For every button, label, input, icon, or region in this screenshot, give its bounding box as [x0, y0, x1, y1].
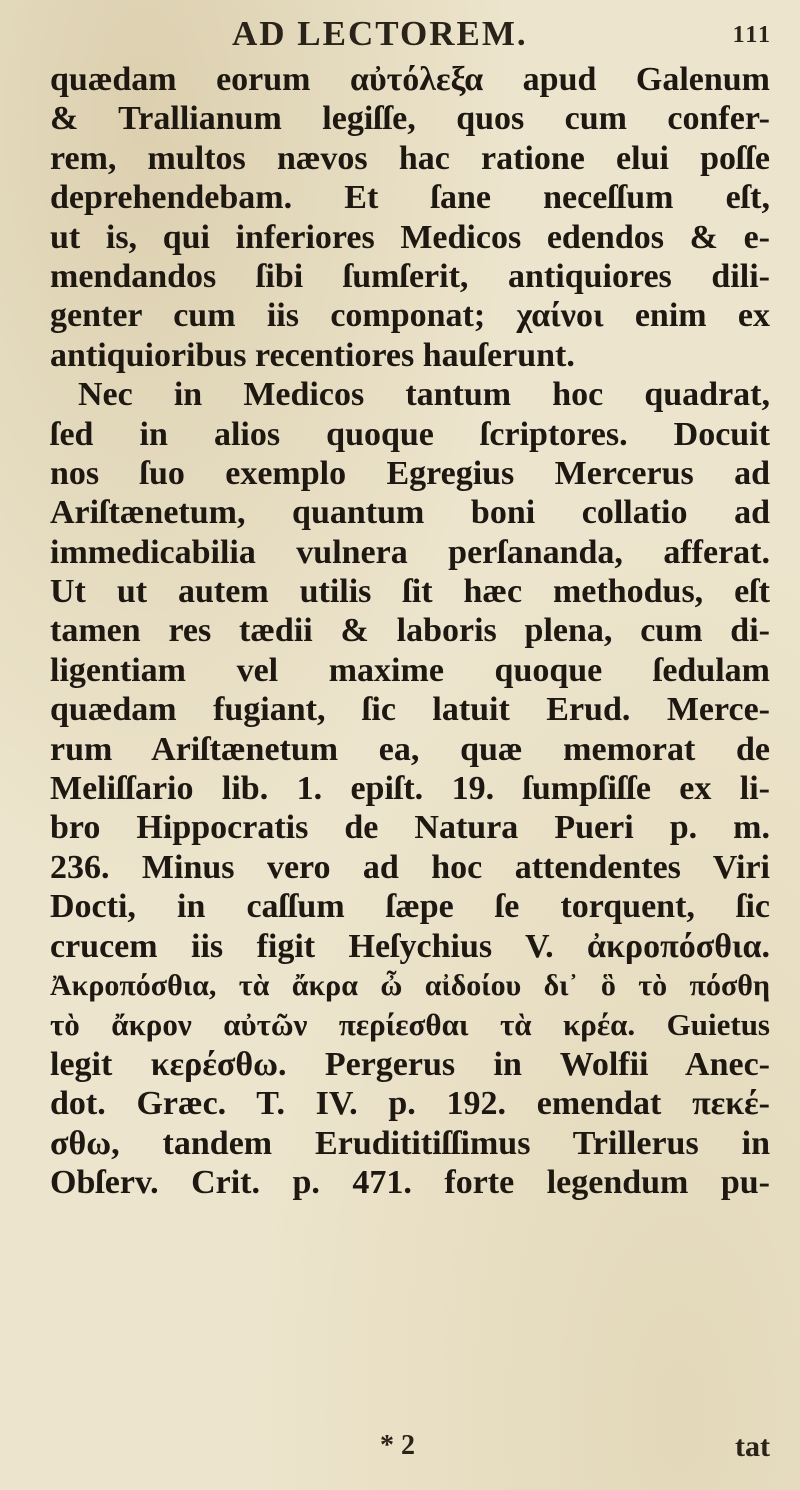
page-footer — [50, 1430, 770, 1484]
page-header — [232, 14, 772, 54]
text-line: mendandos ſibi ſumſerit, antiquiores dili- — [50, 257, 770, 295]
text-line: genter cum iis componat; χαίνοι enim ex — [50, 297, 770, 335]
text-line: quædam eorum αὐτόλεξα apud Galenum — [50, 61, 770, 98]
text-line: nos ſuo exemplo Egregius Mercerus ad — [50, 454, 770, 492]
text-line: & Trallianum legiſſe, quos cum confer- — [50, 100, 770, 138]
text-line: Ariſtænetum, quantum boni collatio ad — [50, 494, 770, 532]
text-line: Ἀκροπόσθια, τὰ ἄκρα ὦ αἰδοίου δι᾽ ὃ τὸ πόσθη — [50, 968, 770, 1002]
text-line: tamen res tædii & laboris plena, cum di- — [50, 612, 770, 650]
text-line: Obſerv. Crit. p. 471. forte legendum pu- — [50, 1163, 770, 1201]
text-line: ligentiam vel maxime quoque ſedulam — [50, 651, 770, 689]
catchword: tat — [735, 1430, 770, 1463]
text-line: Docti, in caſſum ſæpe ſe torquent, ſic — [50, 888, 770, 926]
text-line: σθω, tandem Erudititiſſimus Trillerus in — [50, 1124, 770, 1162]
text-line: rem, multos nævos hac ratione elui poſſe — [50, 139, 770, 177]
text-line: immedicabilia vulnera perſananda, afferat. — [50, 533, 770, 571]
text-line: bro Hippocratis de Natura Pueri p. m. — [50, 809, 770, 847]
text-line: crucem iis figit Heſychius V. ἀκροπόσθια. — [50, 927, 770, 965]
text-line: 236. Minus vero ad hoc attendentes Viri — [50, 848, 770, 886]
text-line: rum Ariſtænetum ea, quæ memorat de — [50, 730, 770, 768]
body-text — [50, 60, 770, 1202]
text-line: legit κερέσθω. Pergerus in Wolfii Anec- — [50, 1045, 770, 1083]
text-line: ſed in alios quoque ſcriptores. Docuit — [50, 415, 770, 453]
text-line: ut is, qui inferiores Medicos edendos & e- — [50, 218, 770, 256]
text-line: antiquioribus recentiores hauſerunt. — [50, 336, 575, 374]
text-line: Ut ut autem utilis ſit hæc methodus, eſt — [50, 573, 770, 611]
signature-mark: * 2 — [380, 1430, 415, 1461]
text-line: Meliſſario lib. 1. epiſt. 19. ſumpſiſſe ex li- — [50, 770, 770, 808]
text-line: quædam fugiant, ſic latuit Erud. Merce- — [50, 691, 770, 729]
text-line: dot. Græc. T. IV. p. 192. emendat πεκέ- — [50, 1085, 770, 1123]
running-head: AD LECTOREM. — [232, 14, 528, 53]
text-line: deprehendebam. Et ſane neceſſum eſt, — [50, 179, 770, 217]
page-number: 111 — [732, 22, 772, 48]
text-line: Nec in Medicos tantum hoc quadrat, — [78, 376, 770, 414]
text-line: τὸ ἄκρον αὐτῶν περίεσθαι τὰ κρέα. Guietus — [50, 1007, 770, 1043]
